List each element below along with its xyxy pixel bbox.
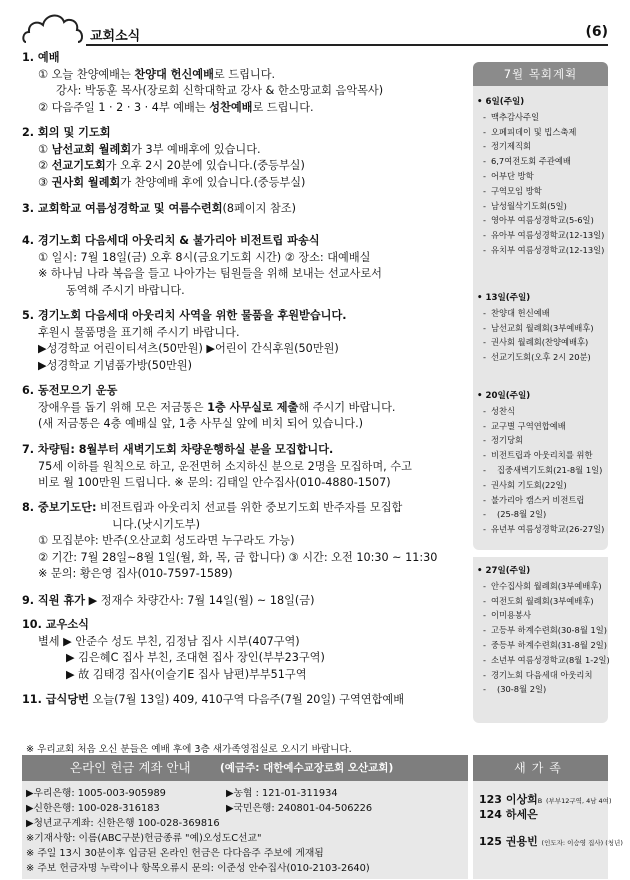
list-item: - 중등부 하계수련회(31-8월 2일) (477, 638, 605, 653)
list-item: - 정기제직회 (477, 139, 605, 154)
list-item: - 이미용봉사 (477, 608, 605, 623)
header-rule (86, 44, 608, 46)
list-item: 후원시 물품명을 표기해 주시기 바랍니다. (38, 325, 240, 339)
list-item: - 권사회 월례회(찬양예배후) (477, 335, 605, 350)
list-item: 강사: 박동훈 목사(장로회 신학대학교 강사 & 한소망교회 음악목사) (56, 84, 384, 97)
list-item: ③ 권사회 월례회가 찬양예배 후에 있습니다.(중등부실) (38, 175, 306, 189)
week-block (477, 290, 605, 365)
list-item: ① 오늘 찬양예배는 찬양대 헌신예배로 드립니다. (38, 67, 276, 81)
section-worship (22, 50, 468, 116)
page-number: (6) (585, 24, 608, 40)
list-item: - 남선교회 월례회(3부예배후) (477, 321, 605, 336)
section-member-news (22, 617, 468, 683)
list-item: (새 저금통은 4층 예배실 앞, 1층 사무실 앞에 비치 되어 있습니다.) (38, 417, 364, 430)
section-staff-vacation: 9. 직원 휴가 ▶ 정재수 차량간사: 7월 14일(월) ~ 18일(금) (22, 594, 315, 607)
list-item: - 고등부 하계수련회(30-8월 1일) (477, 623, 605, 638)
offering-subtitle: (예금주: 대한예수교장로회 오산교회) (220, 762, 394, 774)
list-item: 니다.(낫시기도부) (112, 517, 200, 531)
section-intercession: 8. 중보기도단: 비전트립과 아웃리치 선교를 위한 중보기도회 반주자를 모집합 니다.(낫시기도부) ① 모집분야: 반주(오산교회 성도라면 누구라도 가능) ② 기간: 7월 28일~8월 1일(월, 화, 목, 금 합니다) ③ 시간: 오전 10:30 ~ 11:30 ※ 문의: 황은영 집사(010-7597-1589) (22, 500, 468, 583)
list-item: - 남성월삭기도회(5일) (477, 199, 605, 214)
account-line: ▶국민은행: 240801-04-506226 (226, 803, 373, 814)
week-date: • 13일(주일) (477, 293, 531, 303)
panel-title: 7월 목회계획 (473, 62, 608, 86)
list-item: ② 기간: 7월 28일~8월 1일(월, 화, 목, 금 합니다) ③ 시간: 오전 10:30 ~ 11:30 (38, 550, 438, 564)
new-family-title: 새가족 (473, 755, 608, 781)
list-item: - 경기노회 다음세대 아웃리치 (477, 668, 605, 683)
section-title: 7. 차량팀: 8월부터 새벽기도회 차량운행하실 분을 모집합니다. (22, 443, 334, 456)
list-item: - (25-8월 2일) (477, 507, 605, 522)
list-item: - 안수집사회 월례회(3부예배후) (477, 579, 605, 594)
list-item: - 정기당회 (477, 433, 605, 448)
new-family-box (473, 755, 623, 879)
offering-note: ※기재사항: 이름(ABC구분)헌금종류 "예)오성도C선교" (26, 833, 262, 844)
section-coin-drive (22, 383, 468, 433)
list-item: - 맥추감사주일 (477, 110, 605, 125)
account-line: ▶신한은행: 100-028-316183 (26, 803, 160, 814)
list-item: - 유치부 여름성경학교(12-13일) (477, 243, 605, 258)
page-title: 교회소식 (90, 29, 141, 44)
account-line: ▶농협 : 121-01-311934 (226, 788, 338, 799)
list-item: - 유년부 여름성경학교(26-27일) (477, 522, 605, 537)
list-item: - (30-8월 2일) (477, 682, 605, 697)
list-item: - 성찬식 (477, 404, 605, 419)
list-item: - 선교기도회(오후 2시 20분) (477, 350, 605, 365)
section-outreach-donation (22, 308, 468, 374)
cloud-icon (22, 10, 84, 44)
section-title: 11. 급식당번 (22, 693, 89, 706)
week-date: • 6일(주일) (477, 97, 525, 107)
section-meetings (22, 125, 468, 191)
list-item: ② 다음주일 1 · 2 · 3 · 4부 예배는 성찬예배로 드립니다. (38, 100, 314, 114)
list-item: - 오페피데이 및 빕스축제 (477, 125, 605, 140)
new-family-item: 125 권용빈 (인도자: 이승영 집사) (청년) (479, 835, 623, 848)
list-item: ※ 문의: 황은영 집사(010-7597-1589) (38, 567, 233, 580)
week-block (477, 563, 610, 697)
first-visit-notice: ※ 우리교회 처음 오신 분들은 예배 후에 3층 새가족영접실로 오시기 바랍니다. (26, 744, 352, 755)
section-title: 2. 회의 및 기도회 (22, 126, 111, 139)
section-vehicle-team (22, 442, 468, 492)
section-meal-duty: 11. 급식당번 오늘(7월 13일) 409, 410구역 다음주(7월 20일) 구역연합예배 (22, 693, 404, 706)
list-item: - 찬양대 헌신예배 (477, 306, 605, 321)
online-offering-box (22, 755, 468, 879)
list-item: 장애우를 돕기 위해 모은 저금통은 1층 사무실로 제출해 주시기 바랍니다. (38, 400, 396, 414)
list-item: 동역해 주시기 바랍니다. (66, 283, 185, 297)
section-title: 4. 경기노회 다음세대 아웃리치 & 불가리아 비전트립 파송식 (22, 234, 320, 247)
list-item: - 불가리아 캠스커 비전트립 (477, 493, 605, 508)
section-title: 3. 교회학교 여름성경학교 및 여름수련회 (22, 202, 223, 215)
list-item: ② 선교기도회가 오후 2시 20분에 있습니다.(중등부실) (38, 159, 305, 172)
list-item: - 권사회 기도회(22일) (477, 478, 605, 493)
offering-note: ※ 주일 13시 30분이후 입금된 온라인 헌금은 다다음주 주보에 게재됨 (26, 848, 324, 859)
section-title: 10. 교우소식 (22, 618, 89, 631)
section-title: 6. 동전모으기 운동 (22, 384, 118, 397)
list-item: ▶ 故 김태경 집사(이슬기E 집사 남편)부부51구역 (66, 667, 307, 681)
list-item: ▶ 김은혜C 집사 부친, 조대현 집사 장인(부부23구역) (66, 651, 325, 664)
list-item: - 비전트립과 아웃리치를 위한 (477, 448, 605, 463)
offering-header (22, 755, 468, 781)
new-family-item: 124 하세은 (479, 808, 538, 821)
account-line: ▶우리은행: 1005-003-905989 (26, 788, 166, 799)
list-item: ▶성경학교 어린이티셔츠(50만원) ▶어린이 간식후원(50만원) (38, 342, 339, 355)
list-item: 별세 ▶ 안준수 성도 부친, 김정남 집사 시부(407구역) (38, 634, 300, 648)
offering-title: 온라인 헌금 계좌 안내 (70, 760, 191, 775)
section-church-school: 3. 교회학교 여름성경학교 및 여름수련회(8페이지 참조) (22, 202, 296, 215)
week-date: • 20일(주일) (477, 391, 531, 401)
list-item: ※ 하나님 나라 복음을 들고 나아가는 팀원들을 위해 보내는 선교사로서 (38, 267, 382, 280)
page-header (0, 0, 630, 48)
list-item: ▶성경학교 기념품가방(50만원) (38, 358, 193, 372)
list-item: - 교구별 구역연합예배 (477, 419, 605, 434)
list-item: - 영아부 여름성경학교(5-6일) (477, 213, 605, 228)
list-item: - 구역모임 방학 (477, 184, 605, 199)
new-family-item: 123 이상희B (부부12구역, 4남 4여) (479, 793, 612, 806)
list-item: - 소년부 여름성경학교(8월 1-2일) (477, 653, 605, 668)
section-outreach-sendoff (22, 233, 468, 299)
list-item: ① 모집분야: 반주(오산교회 성도라면 누구라도 가능) (38, 534, 295, 547)
list-item: 75세 이하를 원칙으로 하고, 운전면허 소지하신 분으로 2명을 모집하며, 수고 (38, 459, 412, 473)
section-title: 8. 중보기도단: (22, 501, 97, 514)
section-title: 5. 경기노회 다음세대 아웃리치 사역을 위한 물품을 후원받습니다. (22, 309, 347, 322)
list-item: ① 남선교회 월례회가 3부 예배후에 있습니다. (38, 142, 261, 156)
list-item: - 여전도회 월례회(3부예배후) (477, 594, 605, 609)
list-item: ① 일시: 7월 18일(금) 오후 8시(금요기도회 시간) ② 장소: 대예배실 (38, 250, 371, 264)
list-item: - 어부단 방학 (477, 169, 605, 184)
list-item: - 유아부 여름성경학교(12-13일) (477, 228, 605, 243)
account-line: ▶청년교구계좌: 신한은행 100-028-369816 (26, 818, 220, 829)
section-title: 1. 예배 (22, 51, 60, 64)
section-title: 9. 직원 휴가 (22, 594, 86, 607)
monthly-plan-panel-continued (473, 557, 608, 723)
list-item: - 집중새벽기도회(21-8월 1일) (477, 463, 605, 478)
offering-note: ※ 주보 헌금자명 누락이나 항목오류시 문의: 이준성 안수집사(010-2103-2640) (26, 863, 370, 874)
week-block (477, 94, 605, 258)
list-item: 비로 월 100만원 드립니다. ※ 문의: 김태일 안수집사(010-4880-1507) (38, 476, 391, 489)
week-block (477, 388, 605, 537)
monthly-plan-panel (473, 62, 608, 550)
week-date: • 27일(주일) (477, 566, 531, 576)
list-item: - 6,7여전도회 주관예배 (477, 154, 605, 169)
